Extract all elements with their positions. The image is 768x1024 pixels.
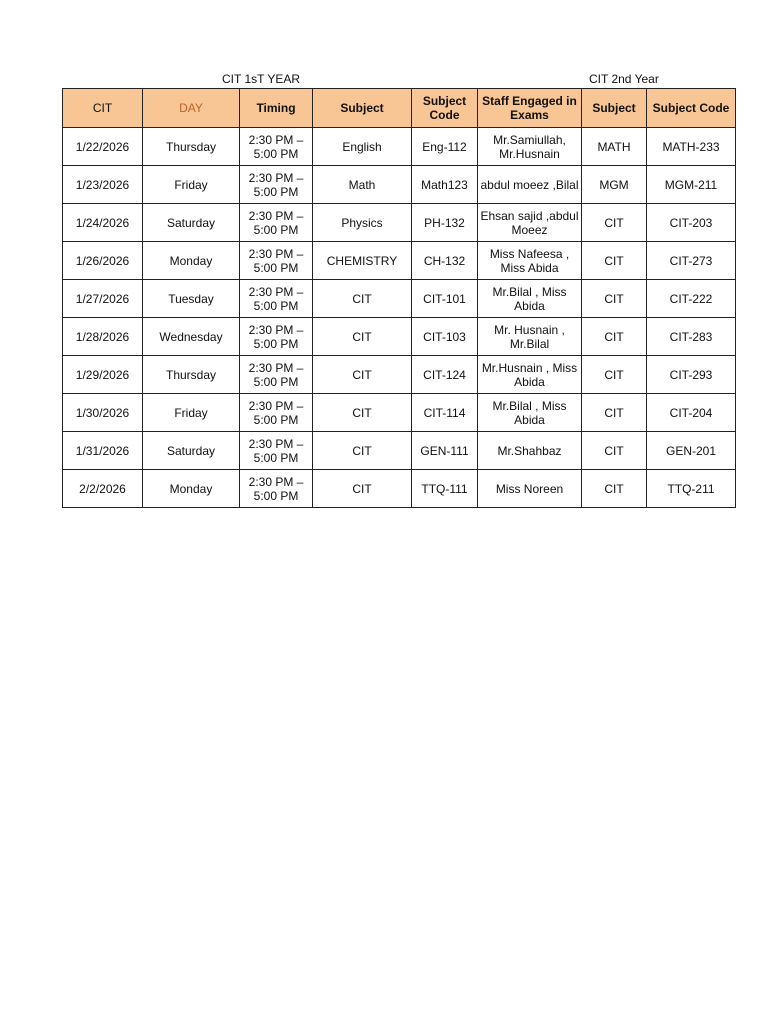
cell-timing: 2:30 PM – 5:00 PM: [240, 204, 313, 242]
cell-day: Saturday: [143, 204, 240, 242]
second-year-heading: CIT 2nd Year: [589, 72, 659, 86]
cell-staff: Mr. Husnain , Mr.Bilal: [478, 318, 582, 356]
cell-date: 1/22/2026: [63, 128, 143, 166]
cell-subject-1st-year: CIT: [313, 394, 412, 432]
cell-subject-2nd-year: CIT: [582, 318, 647, 356]
cell-subject-code-2nd-year: CIT-273: [647, 242, 736, 280]
cell-staff: Mr.Shahbaz: [478, 432, 582, 470]
cell-date: 1/23/2026: [63, 166, 143, 204]
cell-day: Friday: [143, 394, 240, 432]
table-header-row: [63, 89, 736, 128]
cell-subject-code-1st-year: CIT-124: [412, 356, 478, 394]
cell-timing: 2:30 PM – 5:00 PM: [240, 280, 313, 318]
table-row: [63, 204, 736, 242]
cell-date: 1/26/2026: [63, 242, 143, 280]
cell-subject-code-1st-year: Math123: [412, 166, 478, 204]
cell-subject-1st-year: CHEMISTRY: [313, 242, 412, 280]
cell-subject-code-2nd-year: CIT-204: [647, 394, 736, 432]
cell-day: Thursday: [143, 356, 240, 394]
cell-subject-2nd-year: MATH: [582, 128, 647, 166]
cell-subject-code-1st-year: CIT-103: [412, 318, 478, 356]
cell-timing: 2:30 PM – 5:00 PM: [240, 318, 313, 356]
table-row: [63, 470, 736, 508]
cell-subject-code-1st-year: PH-132: [412, 204, 478, 242]
cell-subject-code-1st-year: GEN-111: [412, 432, 478, 470]
cell-staff: Ehsan sajid ,abdul Moeez: [478, 204, 582, 242]
cell-date: 1/27/2026: [63, 280, 143, 318]
cell-subject-code-1st-year: Eng-112: [412, 128, 478, 166]
cell-subject-code-2nd-year: GEN-201: [647, 432, 736, 470]
cell-subject-code-1st-year: TTQ-111: [412, 470, 478, 508]
cell-timing: 2:30 PM – 5:00 PM: [240, 242, 313, 280]
cell-day: Thursday: [143, 128, 240, 166]
cell-staff: Mr.Bilal , Miss Abida: [478, 394, 582, 432]
header-subject-code-1st-year: Subject Code: [412, 89, 478, 128]
header-subject-code-2nd-year: Subject Code: [647, 89, 736, 128]
table-row: [63, 166, 736, 204]
cell-timing: 2:30 PM – 5:00 PM: [240, 432, 313, 470]
cell-staff: Mr.Samiullah, Mr.Husnain: [478, 128, 582, 166]
cell-subject-code-2nd-year: CIT-203: [647, 204, 736, 242]
cell-subject-2nd-year: CIT: [582, 204, 647, 242]
header-day: DAY: [143, 89, 240, 128]
cell-staff: abdul moeez ,Bilal: [478, 166, 582, 204]
cell-subject-code-2nd-year: CIT-222: [647, 280, 736, 318]
table-row: [63, 318, 736, 356]
cell-date: 1/29/2026: [63, 356, 143, 394]
cell-subject-code-2nd-year: CIT-283: [647, 318, 736, 356]
cell-day: Friday: [143, 166, 240, 204]
header-cit: CIT: [63, 89, 143, 128]
table-row: [63, 128, 736, 166]
cell-timing: 2:30 PM – 5:00 PM: [240, 356, 313, 394]
cell-subject-code-2nd-year: TTQ-211: [647, 470, 736, 508]
cell-date: 1/31/2026: [63, 432, 143, 470]
cell-subject-1st-year: English: [313, 128, 412, 166]
cell-day: Monday: [143, 470, 240, 508]
cell-subject-1st-year: CIT: [313, 470, 412, 508]
cell-date: 1/24/2026: [63, 204, 143, 242]
cell-staff: Mr.Bilal , Miss Abida: [478, 280, 582, 318]
first-year-heading: CIT 1sT YEAR: [222, 72, 301, 86]
cell-staff: Mr.Husnain , Miss Abida: [478, 356, 582, 394]
cell-subject-2nd-year: CIT: [582, 356, 647, 394]
exam-schedule-table: [62, 88, 736, 508]
cell-day: Tuesday: [143, 280, 240, 318]
cell-subject-code-2nd-year: MATH-233: [647, 128, 736, 166]
cell-subject-1st-year: Math: [313, 166, 412, 204]
cell-subject-1st-year: CIT: [313, 318, 412, 356]
cell-subject-2nd-year: CIT: [582, 242, 647, 280]
table-row: [63, 394, 736, 432]
cell-subject-2nd-year: CIT: [582, 432, 647, 470]
cell-date: 1/28/2026: [63, 318, 143, 356]
cell-staff: Miss Nafeesa , Miss Abida: [478, 242, 582, 280]
cell-timing: 2:30 PM – 5:00 PM: [240, 166, 313, 204]
cell-subject-code-1st-year: CIT-101: [412, 280, 478, 318]
cell-timing: 2:30 PM – 5:00 PM: [240, 128, 313, 166]
cell-subject-2nd-year: CIT: [582, 394, 647, 432]
cell-subject-code-1st-year: CIT-114: [412, 394, 478, 432]
cell-subject-1st-year: Physics: [313, 204, 412, 242]
header-staff-engaged: Staff Engaged in Exams: [478, 89, 582, 128]
cell-subject-code-2nd-year: MGM-211: [647, 166, 736, 204]
cell-subject-code-1st-year: CH-132: [412, 242, 478, 280]
cell-day: Saturday: [143, 432, 240, 470]
header-timing: Timing: [240, 89, 313, 128]
table-row: [63, 280, 736, 318]
header-subject-2nd-year: Subject: [582, 89, 647, 128]
table-row: [63, 242, 736, 280]
cell-date: 2/2/2026: [63, 470, 143, 508]
cell-day: Monday: [143, 242, 240, 280]
table-row: [63, 432, 736, 470]
cell-subject-2nd-year: CIT: [582, 470, 647, 508]
cell-subject-1st-year: CIT: [313, 432, 412, 470]
header-subject-1st-year: Subject: [313, 89, 412, 128]
cell-timing: 2:30 PM – 5:00 PM: [240, 470, 313, 508]
cell-subject-code-2nd-year: CIT-293: [647, 356, 736, 394]
cell-subject-2nd-year: CIT: [582, 280, 647, 318]
cell-date: 1/30/2026: [63, 394, 143, 432]
cell-staff: Miss Noreen: [478, 470, 582, 508]
cell-day: Wednesday: [143, 318, 240, 356]
table-row: [63, 356, 736, 394]
cell-subject-2nd-year: MGM: [582, 166, 647, 204]
cell-subject-1st-year: CIT: [313, 280, 412, 318]
cell-timing: 2:30 PM – 5:00 PM: [240, 394, 313, 432]
cell-subject-1st-year: CIT: [313, 356, 412, 394]
